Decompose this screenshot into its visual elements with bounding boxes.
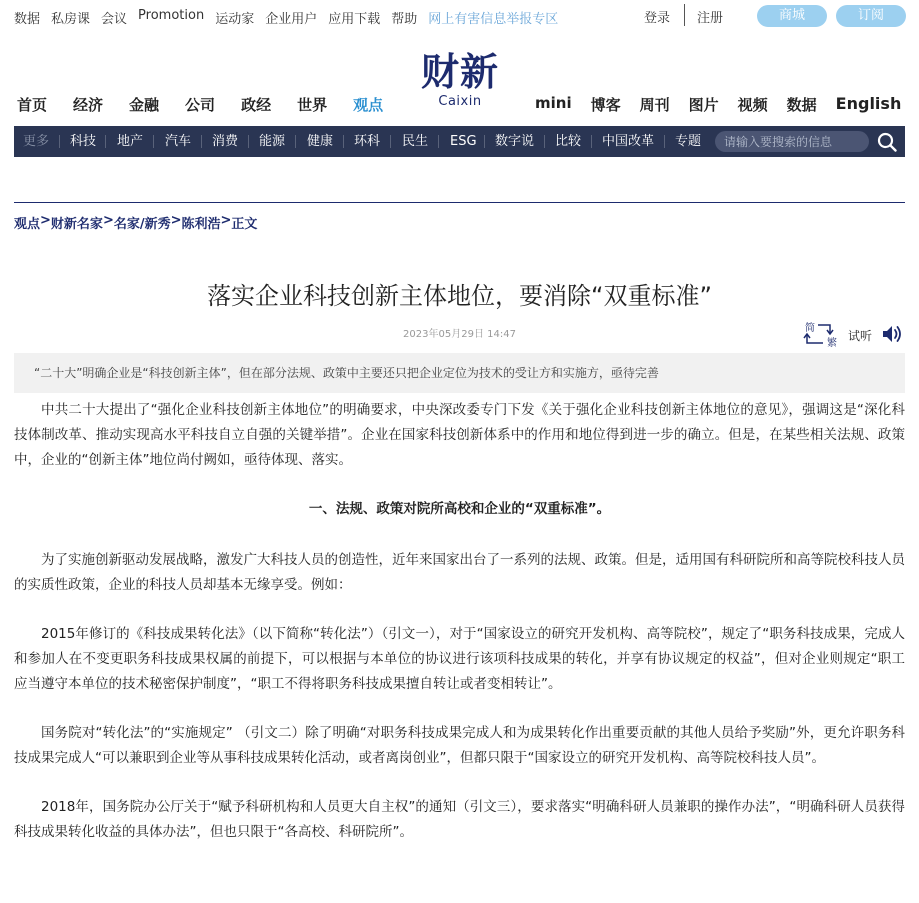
top-link-data[interactable]: 数据: [14, 12, 41, 27]
search-icon[interactable]: [876, 131, 898, 153]
nav-opinion[interactable]: 观点: [353, 96, 384, 114]
nav-politics[interactable]: 政经: [241, 96, 272, 114]
article-section-heading: 一、法规、政策对院所高校和企业的“双重标准”。: [308, 501, 611, 517]
channel-health[interactable]: 健康: [307, 134, 334, 149]
logo-english: Caixin: [438, 94, 482, 109]
breadcrumb-item-author[interactable]: 陈利浩: [181, 217, 221, 232]
listen-label[interactable]: 试听: [848, 329, 873, 343]
article-paragraph: 2015年修订的《科技成果转化法》（以下简称“转化法”）（引文一），对于“国家设立的研究开发机构、高等院校”，规定了“职务科技成果，完成人和参加人在不变更职务科技成果权属的前提下，可以根据与本单位的协议进行该项科技成果的转化，并享有协议规定的权益”，但对企业则规定“职工应当遵守本单位的技术秘密保护制度”，“职工不得将职务科技成果擅自转让或者变相转让”。: [14, 626, 905, 692]
channel-data-says[interactable]: 数字说: [495, 134, 535, 149]
channel-special[interactable]: 专题: [675, 134, 702, 149]
channel-energy[interactable]: 能源: [259, 134, 286, 149]
breadcrumb-separator: >: [170, 213, 182, 228]
nav-english[interactable]: English: [835, 94, 902, 113]
top-link-report[interactable]: 网上有害信息举报专区: [428, 12, 559, 27]
svg-text:简: 简: [805, 323, 815, 334]
channel-environment[interactable]: 环科: [354, 134, 381, 149]
channel-auto[interactable]: 汽车: [165, 134, 192, 149]
nav-weekly[interactable]: 周刊: [639, 96, 670, 114]
simplified-traditional-toggle-icon[interactable]: [803, 320, 839, 348]
channel-livelihood[interactable]: 民生: [402, 134, 429, 149]
breadcrumb-separator: >: [102, 213, 114, 228]
channel-separator: [343, 135, 344, 148]
search-input[interactable]: [715, 132, 864, 153]
channel-separator: [544, 135, 545, 148]
logo-chinese: 财新: [420, 49, 499, 94]
article-date: 2023年05月29日 14:47: [403, 329, 516, 340]
caixin-logo[interactable]: [410, 50, 510, 110]
channel-china-reform[interactable]: 中国改革: [602, 134, 655, 149]
breadcrumb-item-main-text: 正文: [231, 217, 258, 232]
nav-video[interactable]: 视频: [737, 96, 768, 114]
main-nav-right: [535, 94, 901, 115]
nav-blog[interactable]: 博客: [590, 96, 621, 114]
nav-finance[interactable]: 金融: [129, 96, 160, 114]
top-link-enterprise[interactable]: 企业用户: [265, 12, 318, 27]
breadcrumb-separator: >: [40, 213, 51, 228]
svg-text:繁: 繁: [827, 338, 837, 348]
article-paragraph: 国务院对“转化法”的“实施规定” （引文二）除了明确“对职务科技成果完成人和为成果转化作出重要贡献的其他人员给予奖励”外，更允许职务科技成果完成人“可以兼职到企业等从事科技成果转化活动，或者离岗创业”，但都只限于“国家设立的研究开发机构、高等院校科技人员”。: [14, 725, 905, 766]
channel-consumer[interactable]: 消费: [212, 134, 239, 149]
subscribe-button[interactable]: 订阅: [836, 5, 906, 27]
channel-separator: [105, 135, 106, 148]
top-link-help[interactable]: 帮助: [391, 12, 418, 27]
breadcrumb-separator: >: [220, 213, 232, 228]
top-link-private-class[interactable]: 私房课: [51, 12, 91, 27]
breadcrumb-item-opinion[interactable]: 观点: [14, 217, 41, 232]
article-title: 落实企业科技创新主体地位，要消除“双重标准”: [207, 282, 712, 310]
shop-button[interactable]: 商城: [757, 5, 827, 27]
channel-separator: [438, 135, 439, 148]
top-link-conference[interactable]: 会议: [101, 12, 128, 27]
section-divider: [14, 202, 905, 203]
breadcrumb: [14, 213, 257, 232]
channel-separator: [201, 135, 202, 148]
article-body: [14, 398, 905, 869]
channel-compare[interactable]: 比较: [555, 134, 582, 149]
search-box: [715, 131, 869, 152]
channel-separator: [59, 135, 60, 148]
article-paragraph: 为了实施创新驱动发展战略，激发广大科技人员的创造性，近年来国家出台了一系列的法规、政策。但是，适用国有科研院所和高等院校科技人员的实质性政策，企业的科技人员却基本无缘享受。例如：: [14, 552, 905, 593]
nav-data[interactable]: 数据: [786, 96, 817, 114]
breadcrumb-item-caixin-columnists[interactable]: 财新名家: [50, 217, 103, 232]
channel-esg[interactable]: ESG: [450, 134, 477, 149]
channel-more[interactable]: 更多: [23, 134, 50, 149]
top-link-sports[interactable]: 运动家: [215, 12, 255, 27]
article-paragraph: 2018年，国务院办公厅关于“赋予科研机构和人员更大自主权”的通知（引文三），要求落实“明确科研人员兼职的操作办法”，“明确科研人员获得科技成果转化收益的具体办法”，但也只限于“各高校、科研院所”。: [14, 799, 905, 840]
channel-separator: [295, 135, 296, 148]
article-summary-text: “二十大”明确企业是“科技创新主体”，但在部分法规、政策中主要还只把企业定位为技术的受让方和实施方，亟待完善: [34, 366, 659, 380]
top-links: [14, 8, 569, 27]
top-link-promotion[interactable]: Promotion: [138, 8, 205, 23]
divider: [684, 4, 685, 26]
article-summary: [14, 353, 905, 393]
article-paragraph: 中共二十大提出了“强化企业科技创新主体地位”的明确要求，中央深改委专门下发《关于强化企业科技创新主体地位的意见》，强调这是“深化科技体制改革、推动实现高水平科技自立自强的关键举措”。企业在国家科技创新体系中的作用和地位得到进一步的确立。但是，在某些相关法规、政策中，企业的“创新主体”地位尚付阙如，亟待体现、落实。: [14, 402, 905, 468]
top-utility-bar: [0, 0, 919, 32]
channel-separator: [591, 135, 592, 148]
register-link[interactable]: 注册: [697, 11, 724, 26]
breadcrumb-item-columnists-newcomers[interactable]: 名家/新秀: [113, 217, 171, 232]
channel-separator: [664, 135, 665, 148]
nav-companies[interactable]: 公司: [185, 96, 216, 114]
channel-tech[interactable]: 科技: [70, 134, 97, 149]
channel-separator: [484, 135, 485, 148]
top-link-app-download[interactable]: 应用下载: [328, 12, 381, 27]
nav-mini[interactable]: mini: [535, 94, 572, 112]
channel-property[interactable]: 地产: [117, 134, 144, 149]
login-link[interactable]: 登录: [644, 11, 671, 26]
channel-separator: [153, 135, 154, 148]
nav-home[interactable]: 首页: [17, 96, 48, 114]
speaker-icon[interactable]: [881, 324, 903, 344]
nav-economy[interactable]: 经济: [73, 96, 104, 114]
main-nav-left: [17, 94, 409, 115]
channel-bar: [14, 126, 905, 157]
nav-photos[interactable]: 图片: [688, 96, 719, 114]
channel-separator: [248, 135, 249, 148]
channel-separator: [390, 135, 391, 148]
nav-world[interactable]: 世界: [297, 96, 328, 114]
